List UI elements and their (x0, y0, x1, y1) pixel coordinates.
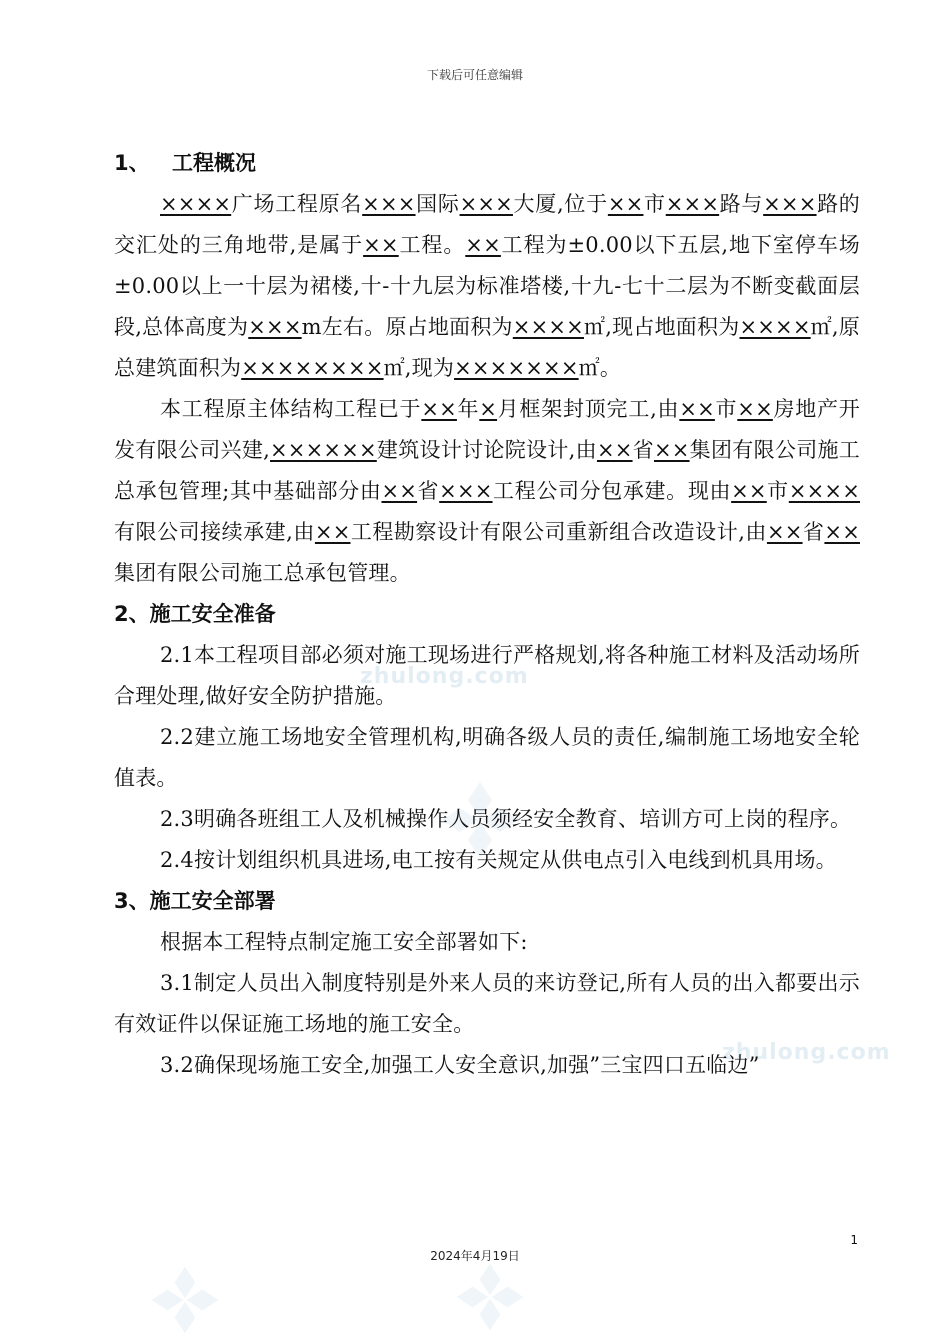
text-run: 市 (766, 479, 789, 503)
placeholder-blank: ××× (439, 479, 493, 503)
list-item: 3.2确保现场施工安全,加强工人安全意识,加强”三宝四口五临边” (160, 1053, 760, 1077)
section-title: 工程概况 (172, 151, 256, 175)
list-item: 2.2建立施工场地安全管理机构,明确各级人员的责任,编制施工场地安全轮值表。 (114, 725, 860, 790)
text-run: ㎡,现为 (383, 356, 455, 380)
placeholder-blank: ×××× (788, 479, 860, 503)
section-number: 1、 (114, 151, 150, 175)
text-run: 工程勘察设计有限公司重新组合改造设计,由 (350, 520, 767, 544)
text-run: 省 (632, 438, 654, 462)
text-run: 建筑设计讨论院设计,由 (376, 438, 597, 462)
page-header: 下载后可任意编辑 (426, 68, 523, 82)
placeholder-blank: ×× (679, 397, 715, 421)
placeholder-blank: ×××××××× (241, 356, 384, 380)
placeholder-blank: ×× (766, 520, 803, 544)
section-heading-1 (114, 143, 860, 184)
section-heading-3 (114, 881, 860, 922)
list-item: 2.4按计划组织机具进场,电工按有关规定从供电点引入电线到机具用场。 (160, 848, 837, 872)
section-title: 施工安全准备 (149, 602, 276, 626)
text-run: 工程公司分包承建。现由 (492, 479, 732, 503)
text-run: m左右。原占地面积为 (301, 315, 513, 339)
paragraph-overview-2 (114, 389, 860, 594)
placeholder-blank: ×××× (512, 315, 584, 339)
text-run: 年 (456, 397, 480, 421)
placeholder-blank: ×× (596, 438, 633, 462)
text-run: 路与 (719, 192, 764, 216)
text-run: 市 (714, 397, 738, 421)
placeholder-blank: ×××××× (270, 438, 377, 462)
placeholder-blank: ×× (824, 520, 860, 544)
text-run: ㎡,原总建筑面积为 (114, 315, 861, 380)
placeholder-blank: ×× (421, 397, 457, 421)
watermark-snowflake-icon (455, 1262, 525, 1332)
placeholder-blank: ×××× (739, 315, 811, 339)
placeholder-blank: ××× (763, 192, 817, 216)
placeholder-blank: ××× (248, 315, 302, 339)
placeholder-blank: × (479, 397, 498, 421)
placeholder-blank: ××× (459, 192, 513, 216)
text-run: 市 (643, 192, 666, 216)
text-run: 有限公司接续承建,由 (114, 520, 315, 544)
placeholder-blank: ××× (665, 192, 720, 216)
watermark-snowflake-icon (150, 1265, 220, 1335)
text-run: 国际 (415, 192, 460, 216)
placeholder-blank: ×××× (160, 192, 232, 216)
list-item: 2.3明确各班组工人及机械操作人员须经安全教育、培训方可上岗的程序。 (160, 807, 852, 831)
placeholder-blank: ×× (314, 520, 351, 544)
text-run: 省 (417, 479, 440, 503)
text-run: 工程。 (398, 233, 466, 257)
text-run: 省 (802, 520, 825, 544)
list-item: 2.1本工程项目部必须对施工现场进行严格规划,将各种施工材料及活动场所合理处理,做好安全防护措施。 (114, 643, 860, 708)
document-body (114, 143, 860, 1086)
placeholder-blank: ×× (381, 479, 418, 503)
placeholder-blank: ××××××× (454, 356, 579, 380)
text-run: 集团有限公司施工总承包管理;其中基础部分由 (114, 438, 861, 503)
text-run: ㎡。 (578, 356, 622, 380)
paragraph-overview-1 (114, 184, 860, 389)
watermark-text: zhulong.com (722, 1040, 891, 1065)
placeholder-blank: ×× (465, 233, 501, 257)
section-number: 2、 (114, 602, 150, 626)
placeholder-blank: ×× (363, 233, 399, 257)
footer-date: 2024年4月19日 (430, 1249, 520, 1263)
text-run: 房地产开发有限公司兴建, (114, 397, 860, 462)
section-title: 施工安全部署 (149, 889, 276, 913)
text-run: 月框架封顶完工,由 (497, 397, 680, 421)
page-number: 1 (850, 1233, 858, 1247)
placeholder-blank: ×× (607, 192, 644, 216)
text-run: 路的交汇处的三角地带,是属于 (114, 192, 861, 257)
text-run: 工程为±0.00以下五层,地下室停车场±0.00以上一十层为裙楼,十-十九层为标准塔楼,十九-七十二层为不断变截面层段,总体高度为 (114, 233, 860, 339)
text-run: 大厦,位于 (512, 192, 608, 216)
text-run: 本工程原主体结构工程已于 (160, 397, 422, 421)
watermark-text: zhulong.com (360, 664, 529, 689)
section-number: 3、 (114, 889, 150, 913)
placeholder-blank: ××× (362, 192, 416, 216)
text-run: ㎡,现占地面积为 (583, 315, 740, 339)
placeholder-blank: ×× (731, 479, 767, 503)
text-run: 广场工程原名 (231, 192, 363, 216)
list-item: 3.1制定人员出入制度特别是外来人员的来访登记,所有人员的出入都要出示有效证件以保证施工场地的施工安全。 (114, 971, 860, 1036)
section-intro: 根据本工程特点制定施工安全部署如下: (160, 930, 528, 954)
placeholder-blank: ×× (737, 397, 773, 421)
section-heading-2 (114, 594, 860, 635)
text-run: 集团有限公司施工总承包管理。 (114, 561, 411, 585)
placeholder-blank: ×× (653, 438, 690, 462)
